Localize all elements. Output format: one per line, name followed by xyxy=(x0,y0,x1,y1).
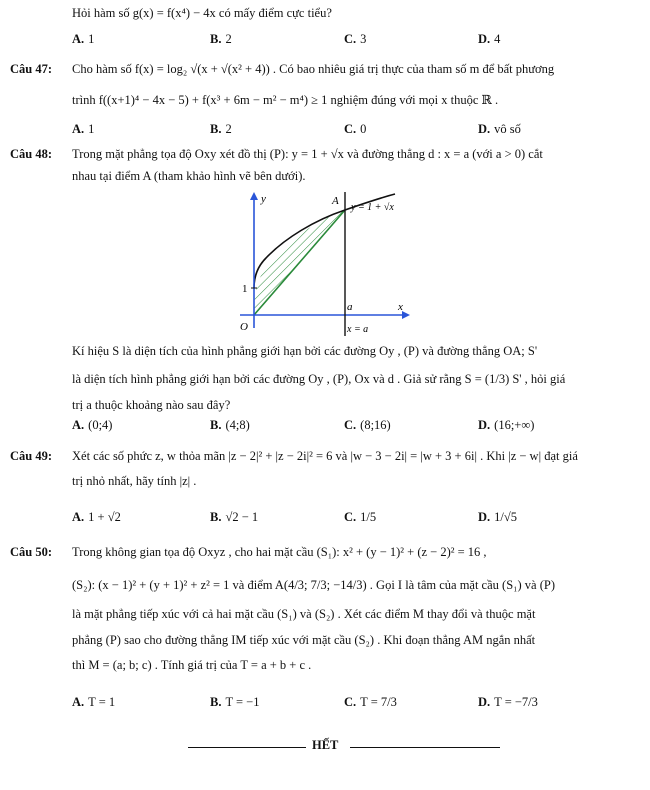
label-origin: O xyxy=(240,321,248,333)
label-point-a: A xyxy=(332,195,339,207)
q48-line-5: trị a thuộc khoảng nào sau đây? xyxy=(72,398,231,412)
q48-option-b[interactable]: B. (4;8) xyxy=(210,418,250,432)
q50-line-2: (S₂): (x − 1)² + (y + 1)² + z² = 1 và điểm A(4/3; 7/3; −14/3) . Gọi I là tâm của mặt cầu (S₁) và (P) xyxy=(72,578,555,592)
q48-figure xyxy=(230,188,410,338)
q47-option-b[interactable]: B. 2 xyxy=(210,122,232,136)
q49-line-2: trị nhỏ nhất, hãy tính |z| . xyxy=(72,474,197,488)
q47-label: Câu 47: xyxy=(10,62,53,76)
q50-label: Câu 50: xyxy=(10,545,53,559)
q50-option-a[interactable]: A. T = 1 xyxy=(72,695,116,709)
q48-label: Câu 48: xyxy=(10,147,53,161)
q48-option-d[interactable]: D. (16;+∞) xyxy=(478,418,535,432)
label-x: x xyxy=(398,301,403,313)
q46-option-c[interactable]: C. 3 xyxy=(344,32,367,46)
q49-option-d[interactable]: D. 1/√5 xyxy=(478,510,517,524)
label-one: 1 xyxy=(242,283,248,295)
q49-option-a[interactable]: A. 1 + √2 xyxy=(72,510,121,524)
q50-option-b[interactable]: B. T = −1 xyxy=(210,695,260,709)
y-axis-arrow xyxy=(250,192,258,200)
q47-line-1: Cho hàm số f(x) = log₂ √(x + √(x² + 4)) . Có bao nhiêu giá trị thực của tham số m để bất phương xyxy=(72,62,555,76)
q48-line-4: là diện tích hình phẳng giới hạn bởi các đường Oy , (P), Ox và d . Giả sử rằng S = (1/3) S' , hỏi giá xyxy=(72,372,566,386)
q50-line-4: phẳng (P) sao cho đường thẳng IM tiếp xúc với mặt cầu (S₂) . Khi đoạn thẳng AM ngắn nhất xyxy=(72,633,536,647)
label-curve: y = 1 + √x xyxy=(351,202,394,213)
q48-option-c[interactable]: C. (8;16) xyxy=(344,418,391,432)
q47-option-c[interactable]: C. 0 xyxy=(344,122,367,136)
q49-option-c[interactable]: C. 1/5 xyxy=(344,510,377,524)
q48-line-3: Kí hiệu S là diện tích của hình phẳng giới hạn bởi các đường Oy , (P) và đường thẳng OA; S' xyxy=(72,344,538,358)
label-line: x = a xyxy=(347,324,369,335)
q48-line-2: nhau tại điểm A (tham khảo hình vẽ bên dưới). xyxy=(72,169,306,183)
q49-line-1: Xét các số phức z, w thỏa mãn |z − 2|² + |z − 2i|² = 6 và |w − 3 − 2i| = |w + 3 + 6i| . Khi |z − w| đạt giá xyxy=(72,449,578,463)
label-a: a xyxy=(347,301,353,313)
q47-line-2: trình f((x+1)⁴ − 4x − 5) + f(x³ + 6m − m² − m⁴) ≥ 1 nghiệm đúng với mọi x thuộc ℝ . xyxy=(72,93,499,107)
q50-line-5: thì M = (a; b; c) . Tính giá trị của T = a + b + c . xyxy=(72,658,312,672)
end-marker: HẾT xyxy=(312,738,339,752)
q50-line-3: là mặt phẳng tiếp xúc với cả hai mặt cầu (S₁) và (S₂) . Xét các điểm M thay đổi và thuộc mặt xyxy=(72,607,536,621)
label-y: y xyxy=(261,193,266,205)
q50-option-d[interactable]: D. T = −7/3 xyxy=(478,695,538,709)
q46-stem: Hỏi hàm số g(x) = f(x⁴) − 4x có mấy điểm cực tiểu? xyxy=(72,6,332,20)
q46-option-b[interactable]: B. 2 xyxy=(210,32,232,46)
q47-option-a[interactable]: A. 1 xyxy=(72,122,95,136)
segment-oa xyxy=(254,210,345,315)
q50-line-1: Trong không gian tọa độ Oxyz , cho hai mặt cầu (S₁): x² + (y − 1)² + (z − 2)² = 16 , xyxy=(72,545,487,559)
q46-option-a[interactable]: A. 1 xyxy=(72,32,95,46)
end-rule-right xyxy=(350,747,500,748)
end-rule-left xyxy=(188,747,306,748)
q49-label: Câu 49: xyxy=(10,449,53,463)
q47-option-d[interactable]: D. vô số xyxy=(478,122,521,136)
q48-option-a[interactable]: A. (0;4) xyxy=(72,418,113,432)
q48-line-1: Trong mặt phẳng tọa độ Oxy xét đồ thị (P): y = 1 + √x và đường thẳng d : x = a (với a > 0) cắt xyxy=(72,147,543,161)
q50-option-c[interactable]: C. T = 7/3 xyxy=(344,695,397,709)
x-axis-arrow xyxy=(402,311,410,319)
q49-option-b[interactable]: B. √2 − 1 xyxy=(210,510,259,524)
q46-option-d[interactable]: D. 4 xyxy=(478,32,501,46)
